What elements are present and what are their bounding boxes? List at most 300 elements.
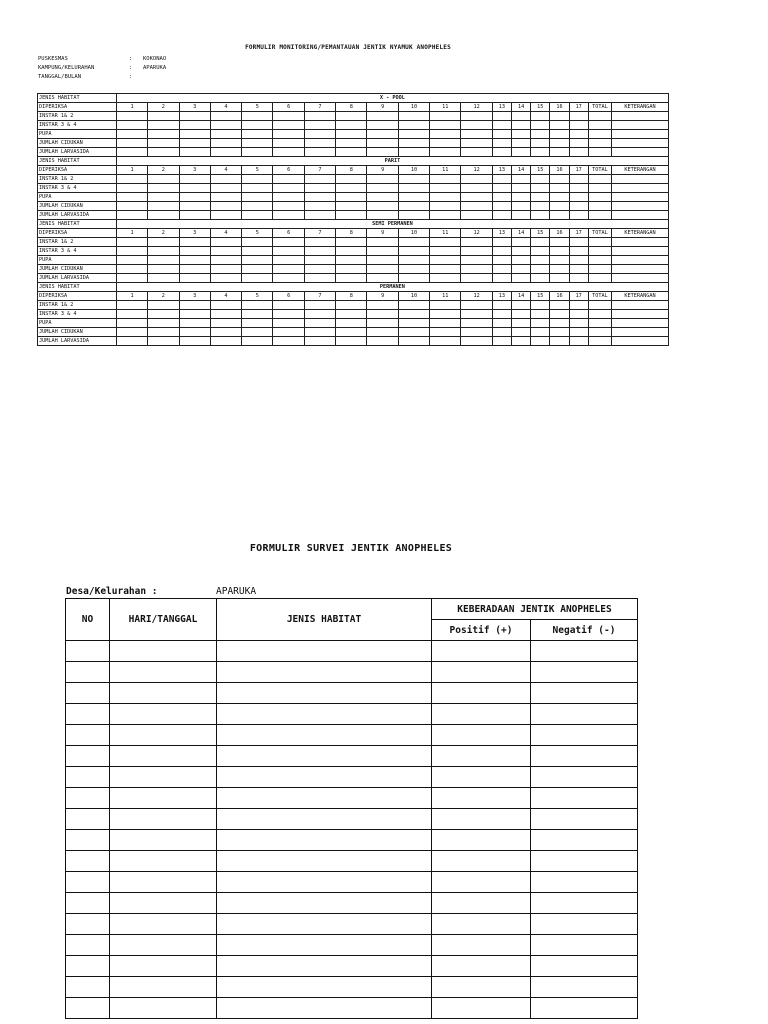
total-cell [588,130,611,139]
survey-cell [531,998,638,1019]
data-cell [148,202,179,211]
data-cell [430,319,461,328]
data-cell [116,112,147,121]
data-cell [511,112,530,121]
survey-cell [531,893,638,914]
data-cell [116,310,147,319]
total-cell [588,193,611,202]
keterangan-cell [612,184,669,193]
data-cell [336,121,367,130]
data-cell [492,256,511,265]
total-cell [588,247,611,256]
total-cell [588,301,611,310]
data-cell [273,202,304,211]
data-cell [148,175,179,184]
header-hari-tanggal: HARI/TANGGAL [110,599,217,641]
data-cell [210,256,241,265]
data-cell [148,121,179,130]
row-label: PUPA [38,319,117,328]
column-number: 9 [367,229,398,238]
data-cell [210,319,241,328]
survey-row [66,683,638,704]
data-cell [210,211,241,220]
survey-cell [432,893,531,914]
data-cell [336,211,367,220]
data-cell [492,184,511,193]
data-cell [148,193,179,202]
row-label: JUMLAH CIDUKAN [38,328,117,337]
survey-cell [110,641,217,662]
data-cell [304,265,335,274]
data-cell [550,193,569,202]
data-cell [550,301,569,310]
survey-cell [531,935,638,956]
total-cell [588,256,611,265]
survey-cell [432,830,531,851]
data-cell [511,175,530,184]
data-cell [569,211,588,220]
row-label: INSTAR 1& 2 [38,301,117,310]
survey-row [66,956,638,977]
survey-cell [66,914,110,935]
row-label: DIPERIKSA [38,103,117,112]
survey-cell [110,788,217,809]
total-header: TOTAL [588,166,611,175]
column-number: 8 [336,166,367,175]
survey-cell [217,872,432,893]
column-number: 4 [210,292,241,301]
data-cell [550,148,569,157]
table-row [38,193,669,202]
column-number: 1 [116,229,147,238]
keterangan-cell [612,130,669,139]
info-row-puskesmas [38,55,166,64]
data-cell [273,265,304,274]
survey-cell [432,872,531,893]
survey-cell [217,767,432,788]
data-cell [242,301,273,310]
data-cell [304,211,335,220]
survey-cell [432,977,531,998]
survey-cell [432,767,531,788]
survey-table [65,598,638,1019]
column-number: 1 [116,103,147,112]
data-cell [461,148,492,157]
data-cell [430,310,461,319]
data-cell [148,319,179,328]
data-cell [179,112,210,121]
data-cell [116,301,147,310]
table-row [38,229,669,238]
column-number: 6 [273,292,304,301]
survey-row [66,998,638,1019]
survey-cell [66,809,110,830]
data-cell [531,139,550,148]
data-cell [148,211,179,220]
data-cell [398,112,429,121]
data-cell [550,121,569,130]
data-cell [430,139,461,148]
data-cell [336,256,367,265]
survey-cell [66,725,110,746]
data-cell [148,310,179,319]
data-cell [304,310,335,319]
section-header-row [38,157,669,166]
data-cell [461,256,492,265]
column-number: 8 [336,292,367,301]
data-cell [430,112,461,121]
keterangan-header: KETERANGAN [612,292,669,301]
survey-row [66,746,638,767]
column-number: 17 [569,166,588,175]
data-cell [511,328,530,337]
survey-cell [531,746,638,767]
data-cell [492,148,511,157]
section-name: SEMI PERMANEN [116,220,668,229]
row-label: JUMLAH LARVASIDA [38,274,117,283]
data-cell [242,310,273,319]
data-cell [148,247,179,256]
data-cell [273,337,304,346]
data-cell [116,319,147,328]
data-cell [531,274,550,283]
data-cell [492,337,511,346]
data-cell [531,202,550,211]
total-cell [588,121,611,130]
data-cell [304,130,335,139]
info-colon: : [129,56,133,62]
table-row [38,238,669,247]
data-cell [531,184,550,193]
data-cell [336,301,367,310]
column-number: 2 [148,229,179,238]
data-cell [550,265,569,274]
habitat-type-label: JENIS HABITAT [38,157,117,166]
row-label: INSTAR 3 & 4 [38,310,117,319]
survey-row [66,914,638,935]
survey-cell [66,788,110,809]
survey-cell [217,788,432,809]
survey-cell [66,998,110,1019]
data-cell [367,130,398,139]
column-number: 16 [550,229,569,238]
data-cell [461,319,492,328]
data-cell [116,238,147,247]
survey-row [66,893,638,914]
data-cell [116,184,147,193]
data-cell [273,130,304,139]
data-cell [116,193,147,202]
data-cell [569,238,588,247]
data-cell [398,202,429,211]
data-cell [304,148,335,157]
table-row [38,121,669,130]
column-number: 10 [398,103,429,112]
data-cell [367,184,398,193]
survey-cell [217,662,432,683]
column-number: 2 [148,166,179,175]
keterangan-cell [612,238,669,247]
survey-cell [66,683,110,704]
data-cell [367,121,398,130]
data-cell [398,130,429,139]
column-number: 10 [398,292,429,301]
survey-cell [110,956,217,977]
data-cell [492,175,511,184]
data-cell [511,184,530,193]
section-header-row [38,94,669,103]
survey-row [66,767,638,788]
data-cell [569,184,588,193]
row-label: INSTAR 1& 2 [38,112,117,121]
data-cell [148,337,179,346]
total-cell [588,265,611,274]
data-cell [116,130,147,139]
data-cell [511,319,530,328]
data-cell [210,112,241,121]
keterangan-cell [612,193,669,202]
data-cell [569,265,588,274]
column-number: 7 [304,229,335,238]
data-cell [492,238,511,247]
data-cell [461,175,492,184]
data-cell [273,121,304,130]
section-header-row [38,220,669,229]
data-cell [430,193,461,202]
column-number: 13 [492,103,511,112]
table-row [38,112,669,121]
column-number: 5 [242,166,273,175]
data-cell [242,175,273,184]
survey-row [66,977,638,998]
survey-cell [531,641,638,662]
survey-cell [217,851,432,872]
row-label: PUPA [38,130,117,139]
table-row [38,274,669,283]
column-number: 15 [531,166,550,175]
data-cell [273,310,304,319]
data-cell [210,337,241,346]
data-cell [179,319,210,328]
data-cell [492,328,511,337]
row-label: INSTAR 3 & 4 [38,121,117,130]
data-cell [210,139,241,148]
data-cell [550,112,569,121]
data-cell [148,274,179,283]
data-cell [336,265,367,274]
column-number: 17 [569,229,588,238]
survey-cell [110,914,217,935]
desa-label: Desa/Kelurahan : [66,586,158,597]
data-cell [492,193,511,202]
data-cell [531,256,550,265]
survey-cell [217,935,432,956]
header-no: NO [66,599,110,641]
header-positif: Positif (+) [432,620,531,641]
survey-cell [432,641,531,662]
survey-cell [217,998,432,1019]
row-label: INSTAR 3 & 4 [38,184,117,193]
column-number: 3 [179,103,210,112]
data-cell [550,319,569,328]
column-number: 7 [304,103,335,112]
data-cell [569,274,588,283]
data-cell [398,319,429,328]
data-cell [550,310,569,319]
data-cell [179,247,210,256]
data-cell [430,211,461,220]
survey-cell [531,956,638,977]
survey-cell [110,704,217,725]
data-cell [242,265,273,274]
data-cell [550,184,569,193]
survey-cell [66,977,110,998]
data-cell [148,328,179,337]
data-cell [569,139,588,148]
data-cell [430,238,461,247]
data-cell [550,274,569,283]
data-cell [461,130,492,139]
table-row [38,247,669,256]
row-label: INSTAR 1& 2 [38,175,117,184]
data-cell [550,337,569,346]
data-cell [492,202,511,211]
form-survei-title: FORMULIR SURVEI JENTIK ANOPHELES [249,543,453,554]
survey-cell [110,767,217,788]
data-cell [148,238,179,247]
data-cell [398,211,429,220]
row-label: JUMLAH CIDUKAN [38,265,117,274]
keterangan-cell [612,175,669,184]
data-cell [367,148,398,157]
survey-cell [110,725,217,746]
data-cell [367,193,398,202]
data-cell [569,112,588,121]
column-number: 12 [461,103,492,112]
survey-cell [217,725,432,746]
survey-cell [110,851,217,872]
column-number: 4 [210,166,241,175]
data-cell [242,274,273,283]
data-cell [179,193,210,202]
data-cell [531,301,550,310]
data-cell [492,319,511,328]
data-cell [461,301,492,310]
row-label: JUMLAH LARVASIDA [38,148,117,157]
data-cell [179,301,210,310]
keterangan-cell [612,121,669,130]
data-cell [531,175,550,184]
data-cell [511,139,530,148]
survey-cell [432,914,531,935]
habitat-type-label: JENIS HABITAT [38,283,117,292]
data-cell [492,211,511,220]
data-cell [367,301,398,310]
data-cell [148,265,179,274]
table-row [38,130,669,139]
row-label: INSTAR 3 & 4 [38,247,117,256]
survey-cell [110,893,217,914]
column-number: 6 [273,166,304,175]
column-number: 7 [304,166,335,175]
data-cell [430,247,461,256]
data-cell [179,148,210,157]
data-cell [367,139,398,148]
column-number: 13 [492,229,511,238]
survey-cell [110,998,217,1019]
column-number: 14 [511,229,530,238]
survey-cell [66,956,110,977]
data-cell [336,337,367,346]
survey-cell [66,893,110,914]
info-value: APARUKA [143,65,167,71]
survey-cell [531,788,638,809]
data-cell [304,184,335,193]
data-cell [511,130,530,139]
data-cell [398,121,429,130]
habitat-type-label: JENIS HABITAT [38,220,117,229]
data-cell [550,238,569,247]
data-cell [398,310,429,319]
survey-cell [531,683,638,704]
data-cell [179,337,210,346]
survey-cell [432,956,531,977]
data-cell [398,337,429,346]
data-cell [336,319,367,328]
data-cell [210,184,241,193]
data-cell [210,121,241,130]
data-cell [430,130,461,139]
data-cell [210,130,241,139]
keterangan-cell [612,148,669,157]
keterangan-cell [612,310,669,319]
row-label: JUMLAH LARVASIDA [38,211,117,220]
data-cell [511,301,530,310]
info-row-tanggal [38,73,166,82]
data-cell [179,256,210,265]
data-cell [367,175,398,184]
data-cell [430,202,461,211]
total-cell [588,319,611,328]
survey-cell [217,809,432,830]
survey-cell [66,935,110,956]
data-cell [273,184,304,193]
data-cell [210,274,241,283]
column-number: 14 [511,166,530,175]
data-cell [511,211,530,220]
data-cell [116,247,147,256]
column-number: 16 [550,292,569,301]
data-cell [511,310,530,319]
column-number: 17 [569,292,588,301]
survey-cell [110,662,217,683]
data-cell [304,274,335,283]
survey-cell [110,977,217,998]
data-cell [179,211,210,220]
total-cell [588,211,611,220]
survey-cell [531,872,638,893]
data-cell [367,211,398,220]
row-label: DIPERIKSA [38,166,117,175]
data-cell [511,238,530,247]
data-cell [398,256,429,265]
data-cell [336,247,367,256]
data-cell [242,337,273,346]
data-cell [242,328,273,337]
keterangan-cell [612,139,669,148]
survey-row [66,725,638,746]
data-cell [569,148,588,157]
